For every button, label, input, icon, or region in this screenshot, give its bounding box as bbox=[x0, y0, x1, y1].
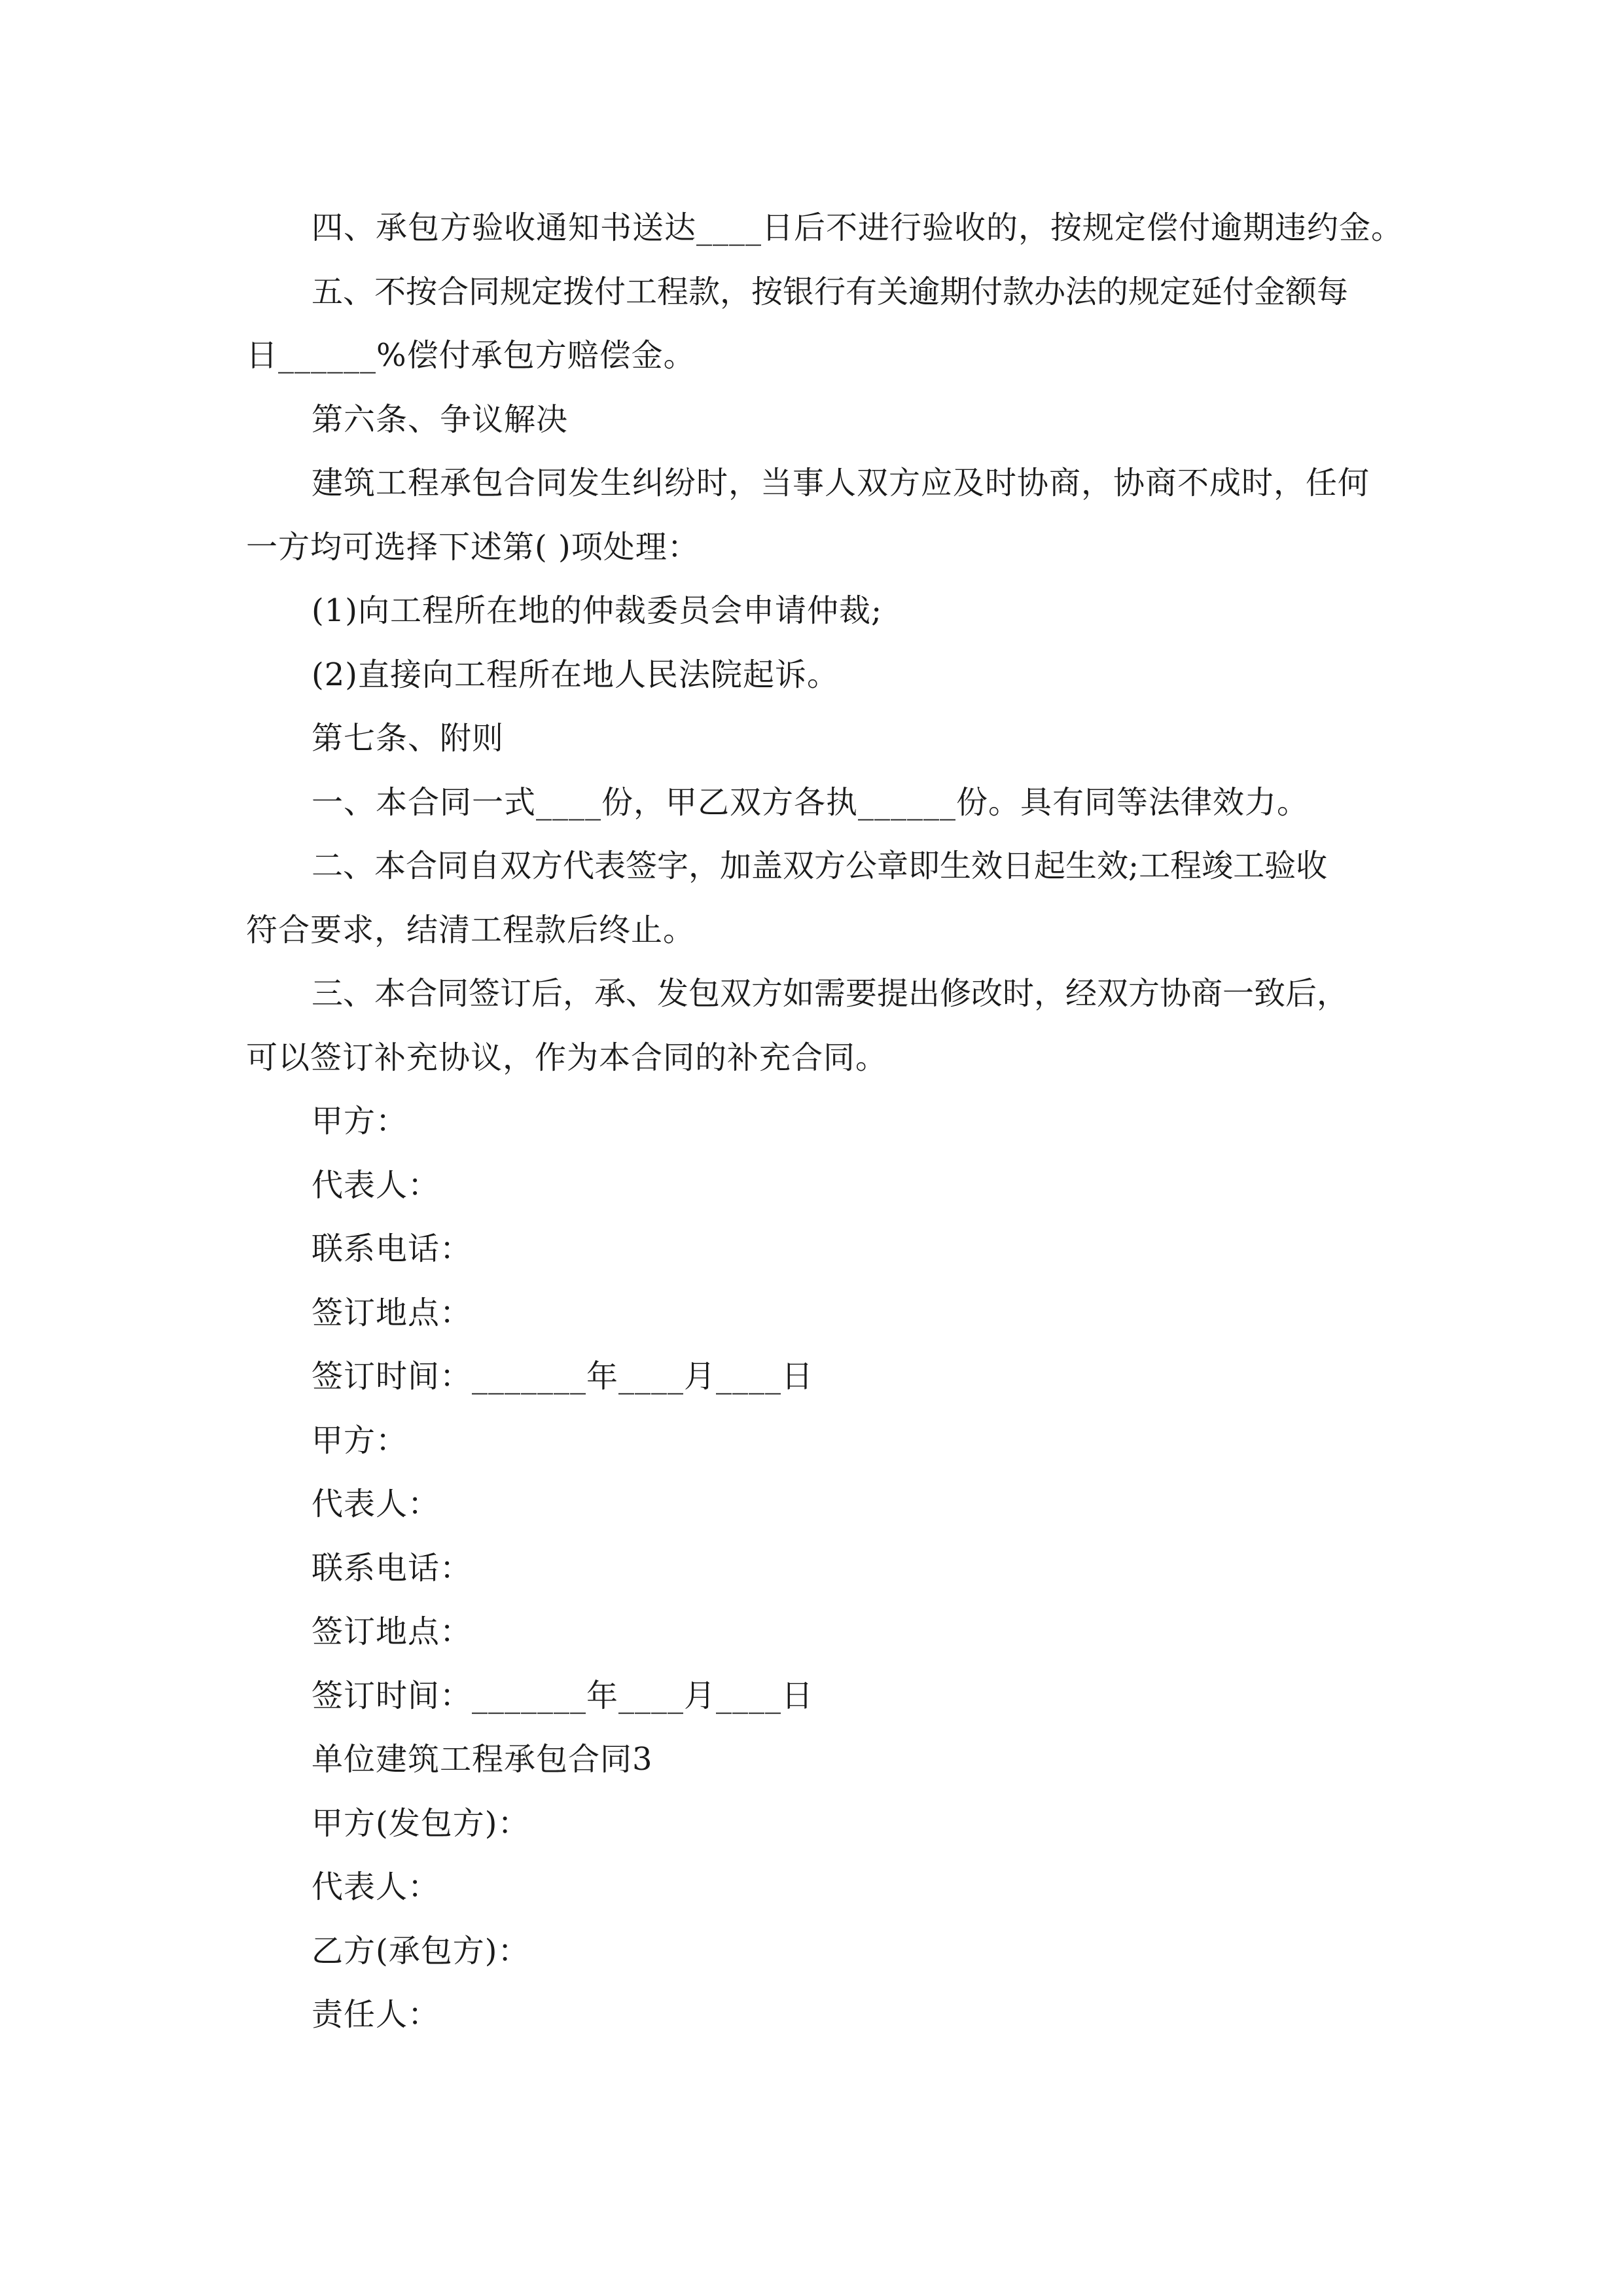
contractor-responsible-person-label: 责任人： bbox=[312, 1996, 440, 2033]
supplementary-clause-2-line-2: 符合要求，结清工程款后终止。 bbox=[246, 911, 696, 948]
supplementary-clause-3-line-2: 可以签订补充协议，作为本合同的补充合同。 bbox=[246, 1039, 888, 1076]
supplementary-clause-3-line-1: 三、本合同签订后，承、发包双方如需要提出修改时，经双方协商一致后， bbox=[312, 975, 1349, 1012]
representative-label: 代表人： bbox=[312, 1166, 440, 1204]
dispute-option-2: (2)直接向工程所在地人民法院起诉。 bbox=[312, 656, 839, 693]
signing-date-label: 签订时间：_______年____月____日 bbox=[312, 1358, 814, 1395]
signing-date-label-second: 签订时间：_______年____月____日 bbox=[312, 1677, 814, 1714]
employer-label: 甲方(发包方)： bbox=[312, 1804, 530, 1842]
party-a-label: 甲方： bbox=[312, 1103, 408, 1139]
article-7-heading: 第七条、附则 bbox=[312, 720, 505, 757]
employer-representative-label: 代表人： bbox=[312, 1869, 440, 1905]
party-a-label-second: 甲方： bbox=[312, 1422, 408, 1459]
supplementary-clause-1: 一、本合同一式____份，甲乙双方各执______份。具有同等法律效力。 bbox=[312, 783, 1310, 821]
contractor-label: 乙方(承包方)： bbox=[312, 1932, 530, 1969]
article-6-heading: 第六条、争议解决 bbox=[312, 401, 569, 438]
phone-label-second: 联系电话： bbox=[312, 1549, 473, 1587]
signing-place-label: 签订地点： bbox=[312, 1294, 473, 1331]
clause-5-payment-line-2: 日______%偿付承包方赔偿金。 bbox=[246, 337, 696, 374]
dispute-paragraph-line-2: 一方均可选择下述第( )项处理： bbox=[246, 528, 700, 565]
document-body bbox=[246, 196, 1404, 2047]
dispute-paragraph-line-1: 建筑工程承包合同发生纠纷时，当事人双方应及时协商，协商不成时，任何 bbox=[312, 465, 1370, 501]
supplementary-clause-2-line-1: 二、本合同自双方代表签字，加盖双方公章即生效日起生效;工程竣工验收 bbox=[312, 848, 1328, 884]
clause-5-payment-line-1: 五、不按合同规定拨付工程款，按银行有关逾期付款办法的规定延付金额每 bbox=[312, 273, 1349, 310]
contract-3-title: 单位建筑工程承包合同3 bbox=[312, 1741, 653, 1778]
clause-4-acceptance: 四、承包方验收通知书送达____日后不进行验收的，按规定偿付逾期违约金。 bbox=[312, 209, 1404, 246]
dispute-option-1: (1)向工程所在地的仲裁委员会申请仲裁; bbox=[312, 592, 883, 629]
phone-label: 联系电话： bbox=[312, 1230, 473, 1267]
signing-place-label-second: 签订地点： bbox=[312, 1613, 473, 1650]
representative-label-second: 代表人： bbox=[312, 1486, 440, 1522]
